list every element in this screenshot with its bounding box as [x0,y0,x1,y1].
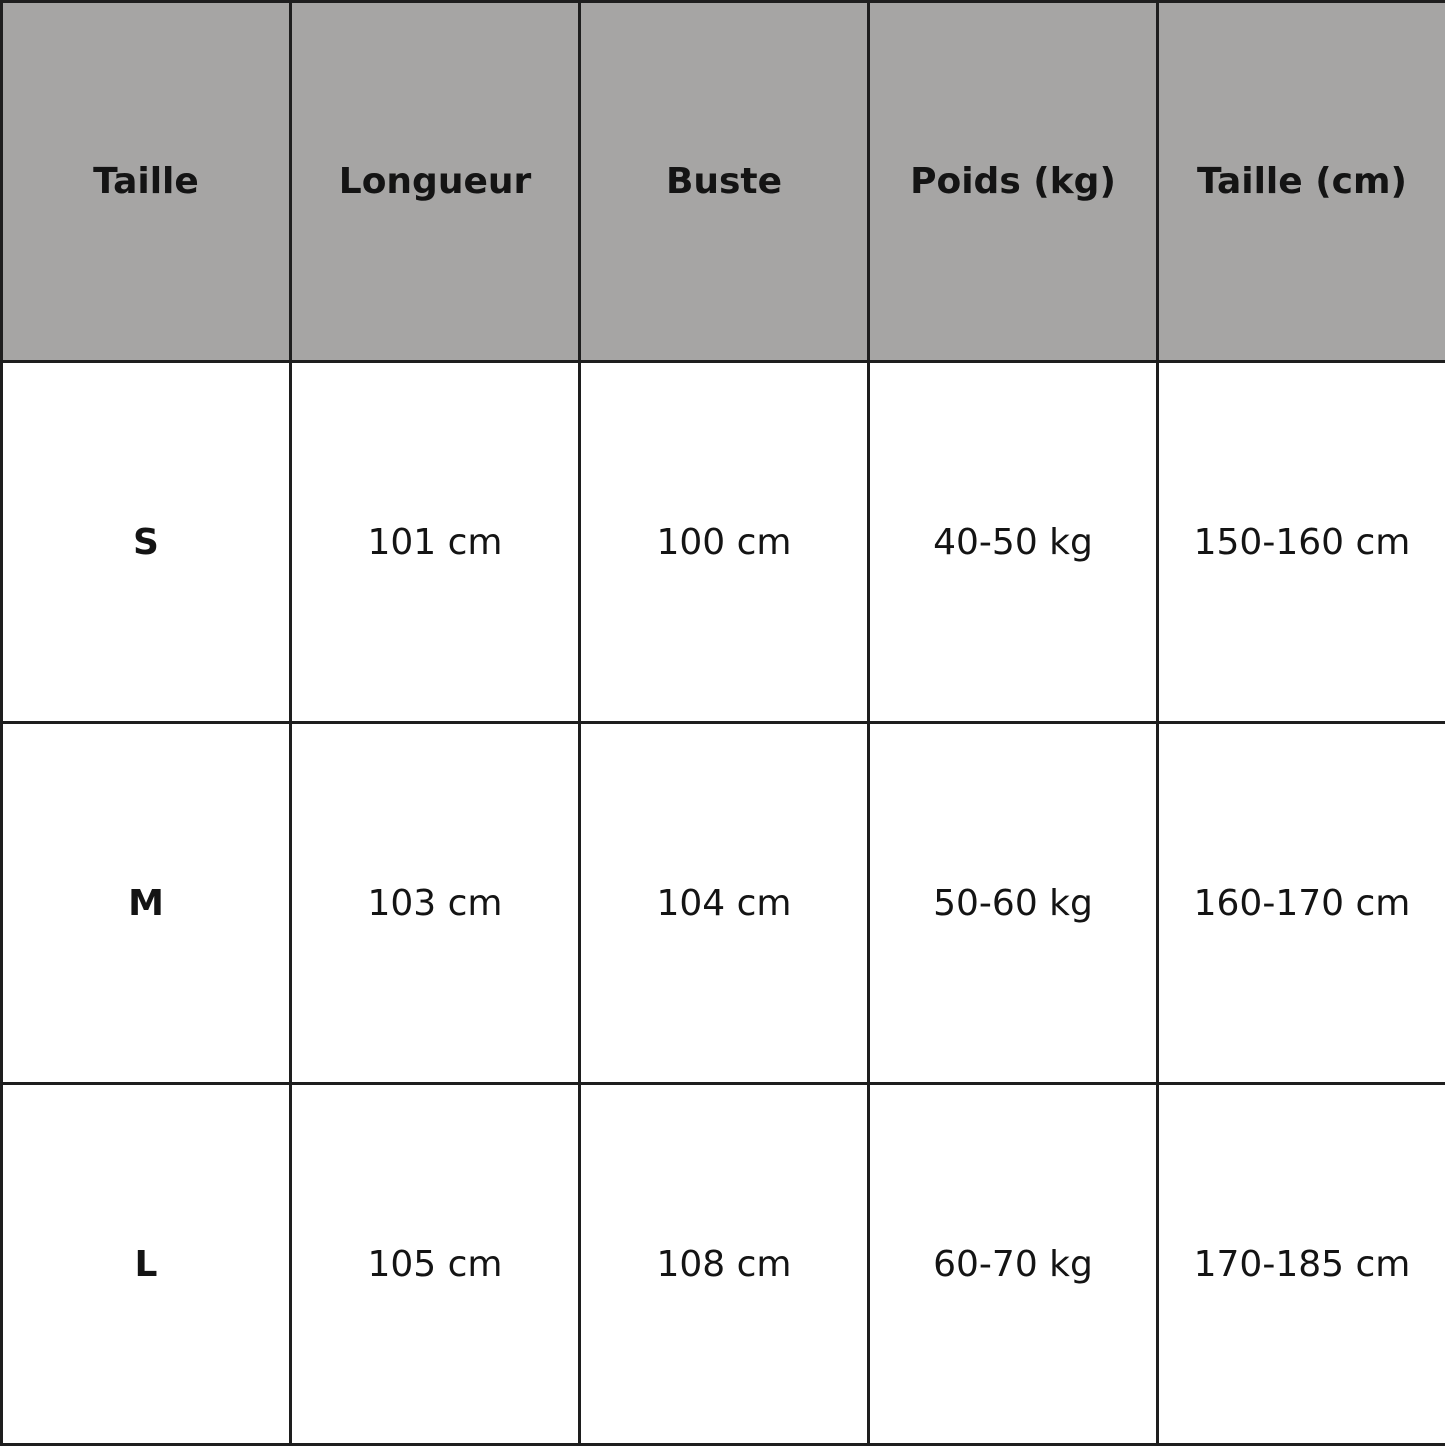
size-label: S [2,362,291,723]
header-taille: Taille [2,2,291,362]
table-row [2,1084,1445,1445]
height-cell: 170-185 cm [1158,1084,1445,1445]
table-header-row [2,2,1445,362]
weight-cell: 40-50 kg [869,362,1158,723]
weight-cell: 50-60 kg [869,723,1158,1084]
size-label: M [2,723,291,1084]
bust-cell: 100 cm [580,362,869,723]
bust-cell: 104 cm [580,723,869,1084]
length-cell: 101 cm [291,362,580,723]
header-taille-cm: Taille (cm) [1158,2,1445,362]
bust-cell: 108 cm [580,1084,869,1445]
height-cell: 160-170 cm [1158,723,1445,1084]
header-longueur: Longueur [291,2,580,362]
length-cell: 103 cm [291,723,580,1084]
table-row [2,723,1445,1084]
header-poids: Poids (kg) [869,2,1158,362]
height-cell: 150-160 cm [1158,362,1445,723]
size-label: L [2,1084,291,1445]
weight-cell: 60-70 kg [869,1084,1158,1445]
table-row [2,362,1445,723]
header-buste: Buste [580,2,869,362]
length-cell: 105 cm [291,1084,580,1445]
